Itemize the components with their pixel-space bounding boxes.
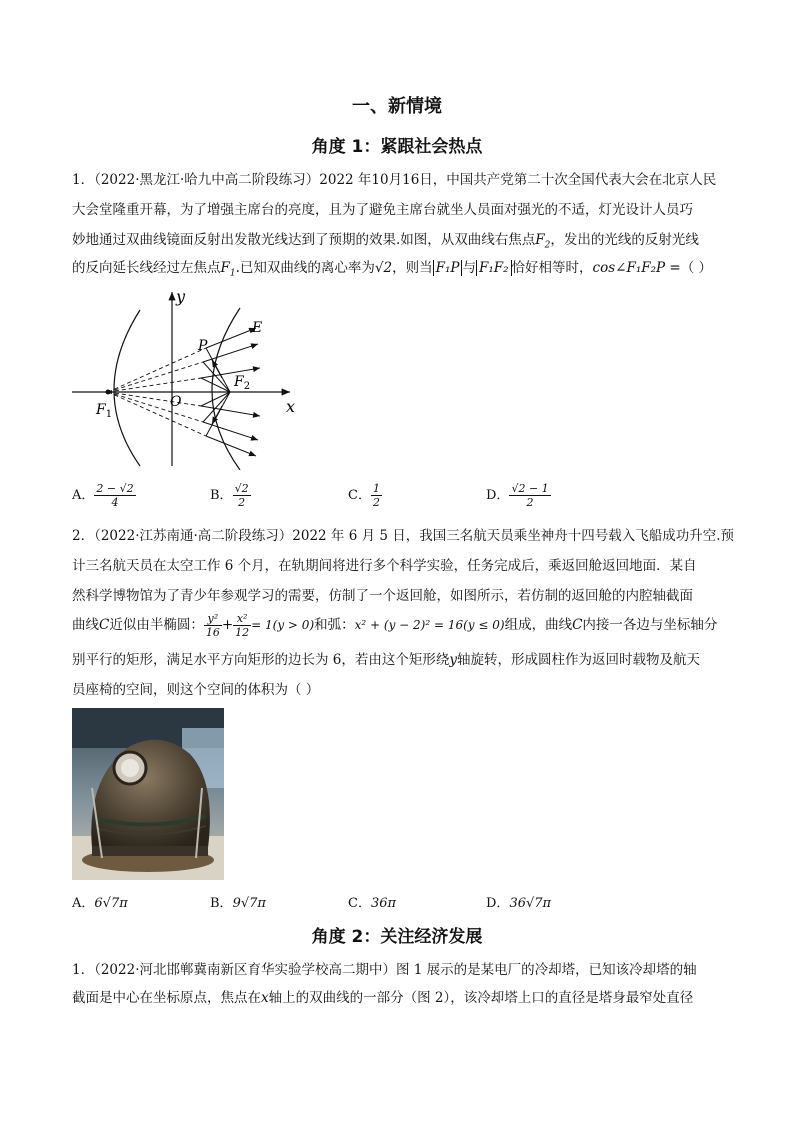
q1-line-4: 的反向延长线经过左焦点$F_1$.已知双曲线的离心率为√2，则当 F₁P 与 F₁F₂ 恰好相等时，cos∠F₁F₂P =（ ） [72, 260, 713, 279]
q2-choice-b[interactable]: B．9√7π [210, 896, 266, 911]
q1-line-2: 大会堂隆重开幕，为了增强主席台的亮度，且为了避免主席台就坐人员面对强光的不适，灯光设计人员巧 [72, 202, 693, 218]
q1-choice-a[interactable]: A． $\frac{2 - √2}{4}$ [72, 482, 134, 509]
q2-choices [72, 892, 724, 912]
q1-line-1: 1．（2022·黑龙江·哈九中高二阶段练习）2022 年10月16日，中国共产党第二十次全国代表大会在北京人民 [72, 172, 717, 188]
hyperbola-figure [72, 288, 312, 470]
q2-line-1: 2．（2022·江苏南通·高二阶段练习）2022 年 6 月 5 日，我国三名航天员乘坐神舟十四号载入飞船成功升空.预 [72, 528, 735, 544]
focus-f1-dot [106, 390, 111, 395]
q2-line-6: 员座椅的空间，则这个空间的体积为（ ） [72, 682, 320, 698]
section-heading: 一、新情境 [352, 96, 442, 117]
q1-choice-c[interactable]: C． $\frac{1}{2}$ [348, 482, 380, 509]
q3-line-1: 1．（2022·河北邯郸冀南新区育华实验学校高二期中）图 1 展示的是某电厂的冷却塔，已知该冷却塔的轴 [72, 962, 697, 978]
q2-choice-c[interactable]: C．36π [348, 896, 397, 911]
q2-choice-d[interactable]: D．36√7π [486, 896, 552, 911]
q1-choice-d[interactable]: D． $\frac{√2 - 1}{2}$ [486, 482, 549, 509]
fig-p-label: P [198, 338, 208, 354]
q1-choice-b[interactable]: B． $\frac{√2}{2}$ [210, 482, 249, 509]
sqrt2: √2 [374, 260, 393, 276]
angle2-heading: 角度 2：关注经济发展 [311, 927, 483, 947]
q2-line-4: 曲线C近似由半椭圆： $\frac{\text{y²}}{16}$ + $\frac{\text{x²}}{12}$ = 1(y > 0)和弧：x² + (y − 2)² = 16(y ≤ 0)组成，曲线C内接一各边与坐标轴分 [72, 612, 718, 639]
q2-choice-a[interactable]: A．6√7π [72, 896, 128, 911]
q2-line-3: 然科学博物馆为了青少年参观学习的需要，仿制了一个返回舱，如图所示，若仿制的返回舱的内腔轴截面 [72, 588, 693, 604]
q2-line-2: 计三名航天员在太空工作 6 个月，在轨期间将进行多个科学实验，任务完成后，乘返回舱返回地面．某自 [72, 558, 697, 574]
fig-f2-label: $F_2$ [234, 374, 251, 392]
q2-line-5: 别平行的矩形，满足水平方向矩形的边长为 6，若由这个矩形绕y轴旋转，形成圆柱作为返回时载物及航天 [72, 652, 701, 668]
fig-f1-label: $F_1$ [96, 402, 113, 420]
return-capsule-photo [72, 708, 224, 880]
q1-line-3: 妙地通过双曲线镜面反射出发散光线达到了预期的效果.如图，从双曲线右焦点$F_2$，发出的光线的反射光线 [72, 232, 699, 251]
fig-x-label: x [286, 397, 296, 416]
fig-y-label: y [176, 288, 186, 306]
q3-line-2: 截面是中心在坐标原点，焦点在x轴上的双曲线的一部分（图 2），该冷却塔上口的直径是塔身最窄处直径 [72, 990, 694, 1006]
fig-e-label: E [252, 320, 263, 336]
q1-choices [72, 482, 724, 516]
fig-o-label: O [170, 394, 182, 410]
angle1-heading: 角度 1：紧跟社会热点 [311, 137, 483, 157]
